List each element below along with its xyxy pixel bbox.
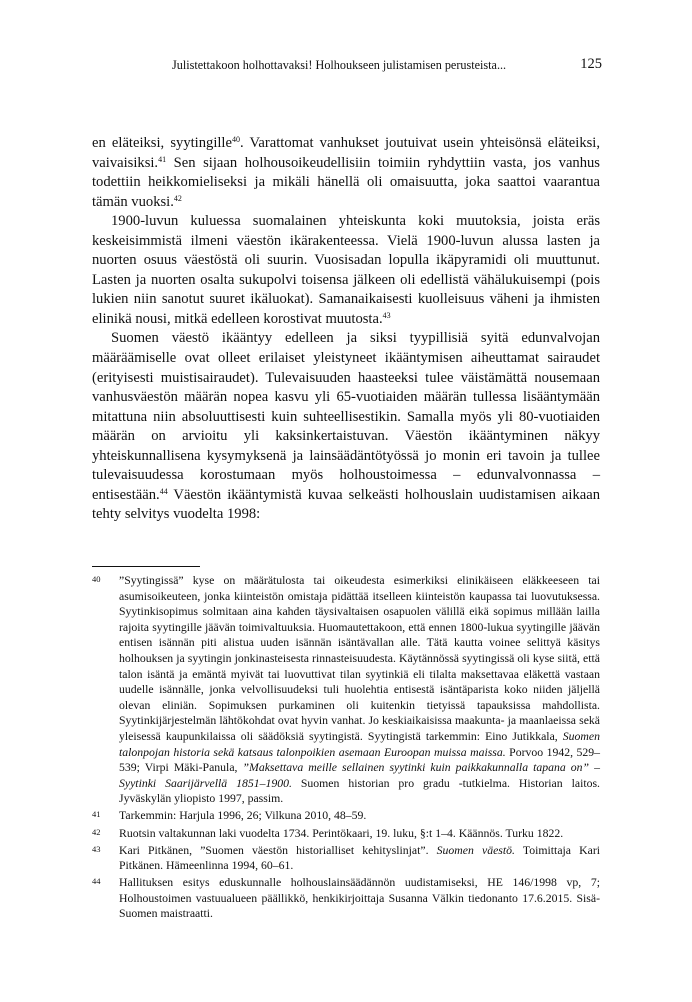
footnote — [92, 843, 600, 874]
footnote-ref: 41 — [158, 154, 167, 164]
italic-text: Suomen talonpojan historia sekä katsaus talonpoikien asemaan Euroopan muissa maissa. — [119, 729, 600, 759]
text-run: Hallituksen esitys eduskunnalle holhouslainsäädännön uudistamiseksi, HE 146/1998 vp, 7; Holhoustoimen vastuualueen päällikkö, henkikirjoittaja Susanna Välkin tiedonanto 17.6.2015. Sisä-Suomen maistraatti. — [119, 876, 600, 921]
footnote-separator — [92, 566, 200, 567]
footnote — [92, 826, 600, 842]
text-run: Suomen väestö ikääntyy edelleen ja siksi tyypillisiä syitä edunvalvojan määräämiselle ovat olleet erilaiset yleistyneet ikääntymisen aiheuttamat sairaudet (erityisesti muistisairaudet). Tulevaisuuden haasteeksi tulee väistämättä nousemaan vanhusväestön määrän nopea kasvu yli 65-vuotiaiden määrän tullessa lisääntymään mitattuna niin absoluuttisesti kuin suhteellisestikin. Samalla myös yli 80-vuotiaiden määrän on arvioitu yli kaksinkertaistuvan. Väestön ikääntyminen näkyy yhteiskunnallisena kysymyksenä ja lainsäädäntötyössä jo monin eri tavoin ja tullee tulevaisuudessa korostumaan myös holhoustoimessa – edunvalvonnassa – entisestään. — [92, 330, 600, 503]
text-run: Porvoo 1942, 529–539; Virpi Mäki-Panula, — [119, 745, 600, 775]
footnote-text — [119, 573, 600, 807]
footnotes — [92, 573, 600, 922]
footnote-text — [119, 826, 600, 842]
footnote — [92, 808, 600, 824]
text-run: en eläteiksi, syytingille — [92, 135, 232, 151]
footnote-ref: 44 — [159, 486, 168, 496]
text-run: Väestön ikääntymistä kuvaa selkeästi holhouslain uudistamisen aikaan tehty selvitys vuodelta 1998: — [92, 486, 600, 523]
footnote-number: 40 — [92, 574, 101, 584]
text-run: Toimittaja Kari Pitkänen. Hämeenlinna 1994, 60–61. — [119, 843, 601, 873]
text-run: Sen sijaan holhousoikeudellisiin toimiin ryhdyttiin vasta, jos vanhus todettiin heikkomieliseksi ja mikäli hänellä oli omaisuutta, joka saattoi vaarantua tämän vuoksi. — [92, 154, 600, 210]
footnote-ref: 43 — [382, 310, 391, 320]
text-run: Tarkemmin: Harjula 1996, 26; Vilkuna 2010, 48–59. — [119, 809, 367, 823]
text-run: 1900-luvun kuluessa suomalainen yhteiskunta koki muutoksia, joista eräs keskeisimmistä ilmeni väestön ikärakenteessa. Vielä 1900-luvun alussa lasten ja nuorten osuus väestöstä oli suurin. Vuosisadan lopulla ikäpyramidi oli muuttunut. Lasten ja nuorten osalta sukupolvi toisensa jälkeen oli edellistä vähälukuisempi (pois lukien niin sanotut suuret ikäluokat). Samanaikaisesti kuolleisuus väheni ja ihmisten elinikä nousi, mitkä edelleen korostivat muutosta. — [92, 213, 600, 327]
paragraph-2 — [92, 212, 600, 329]
footnote-text — [119, 808, 600, 824]
text-run: Ruotsin valtakunnan laki vuodelta 1734. Perintökaari, 19. luku, §:t 1–4. Käännös. Turku 1822. — [119, 826, 564, 840]
footnote — [92, 573, 600, 807]
footnote-number: 44 — [92, 876, 101, 887]
footnote-ref: 42 — [173, 193, 182, 203]
running-title: Julistettakoon holhottavaksi! Holhoukseen julistamisen perusteista... — [172, 58, 507, 72]
italic-text: ”Maksettava meille sellainen syytinki kuin paikkakunnalla tapana on” – Syytinki Saarijärvellä 1851–1900. — [119, 761, 600, 790]
body-text — [92, 134, 600, 525]
footnote-number: 41 — [92, 809, 101, 820]
text-run: Kari Pitkänen, ”Suomen väestön historialliset kehityslinjat”. — [119, 843, 437, 857]
footnote-number: 42 — [92, 826, 101, 837]
footnote-text — [119, 875, 600, 922]
footnote — [92, 875, 600, 922]
running-header — [172, 56, 602, 76]
page-number: 125 — [580, 56, 602, 72]
italic-text: Suomen väestö. — [436, 843, 515, 857]
footnote-number: 43 — [92, 843, 101, 854]
paragraph-1 — [92, 134, 600, 212]
footnote-ref: 40 — [231, 135, 240, 144]
text-run: ”Syytingissä” kyse on määrätulosta tai oikeudesta esimerkiksi elinikäiseen eläkkeeseen tai asumisoikeuteen, jonka kiinteistön omistaja pidättää itselleen kiinteistön kaupassa tai luovutuksessa. Syytinkisopimus solmitaan aina kahden täysivaltaisen osapuolen välillä eikä sopimus millään laillа rajoita syytingille jäävän toimivaltuuksia. Huomautettakoon, että ennen 1800-lukua syytingille jäävän entisen isännän piti alistua uuden isännän isäntävallan alle. Tätä kautta voinee selittyä käsitys holhouksen ja syytingin jonkinasteisesta rinnasteisuudesta. Käytännössä syytingissä oli kyse siitä, että talon isäntä ja emäntä myivät tai luovuttivat tilan syytinkiä eli tilalta maksettavaa eläkettä vastaan uudelle isännälle, jonka velvollisuudeksi tuli huolehtia entisestä isäntäparista koko niiden jäljellä olevan eliniän. Sopimuksen purkaminen oli kuitenkin tietyissä tapauksissa mahdollista. Syytinkijärjestelmän lähtökohdat ovat hyvin vanhat. Jo keskiaikaisissa maakunta- ja maanlaeissa sekä yleisessä kaupunkilaissa oli säädöksiä syytingistä. Syytingistä tarkemmin: Eino Jutikkala, — [119, 574, 600, 743]
footnote-text — [119, 843, 600, 874]
text-run: Suomen historian pro gradu -tutkielma. Historian laitos. Jyväskylän yliopisto 1997, passim. — [119, 776, 600, 806]
paragraph-3 — [92, 329, 600, 524]
text-run: . Varattomat vanhukset joutuivat usein yhteisönsä eläteiksi, vaivaisiksi. — [92, 135, 600, 171]
